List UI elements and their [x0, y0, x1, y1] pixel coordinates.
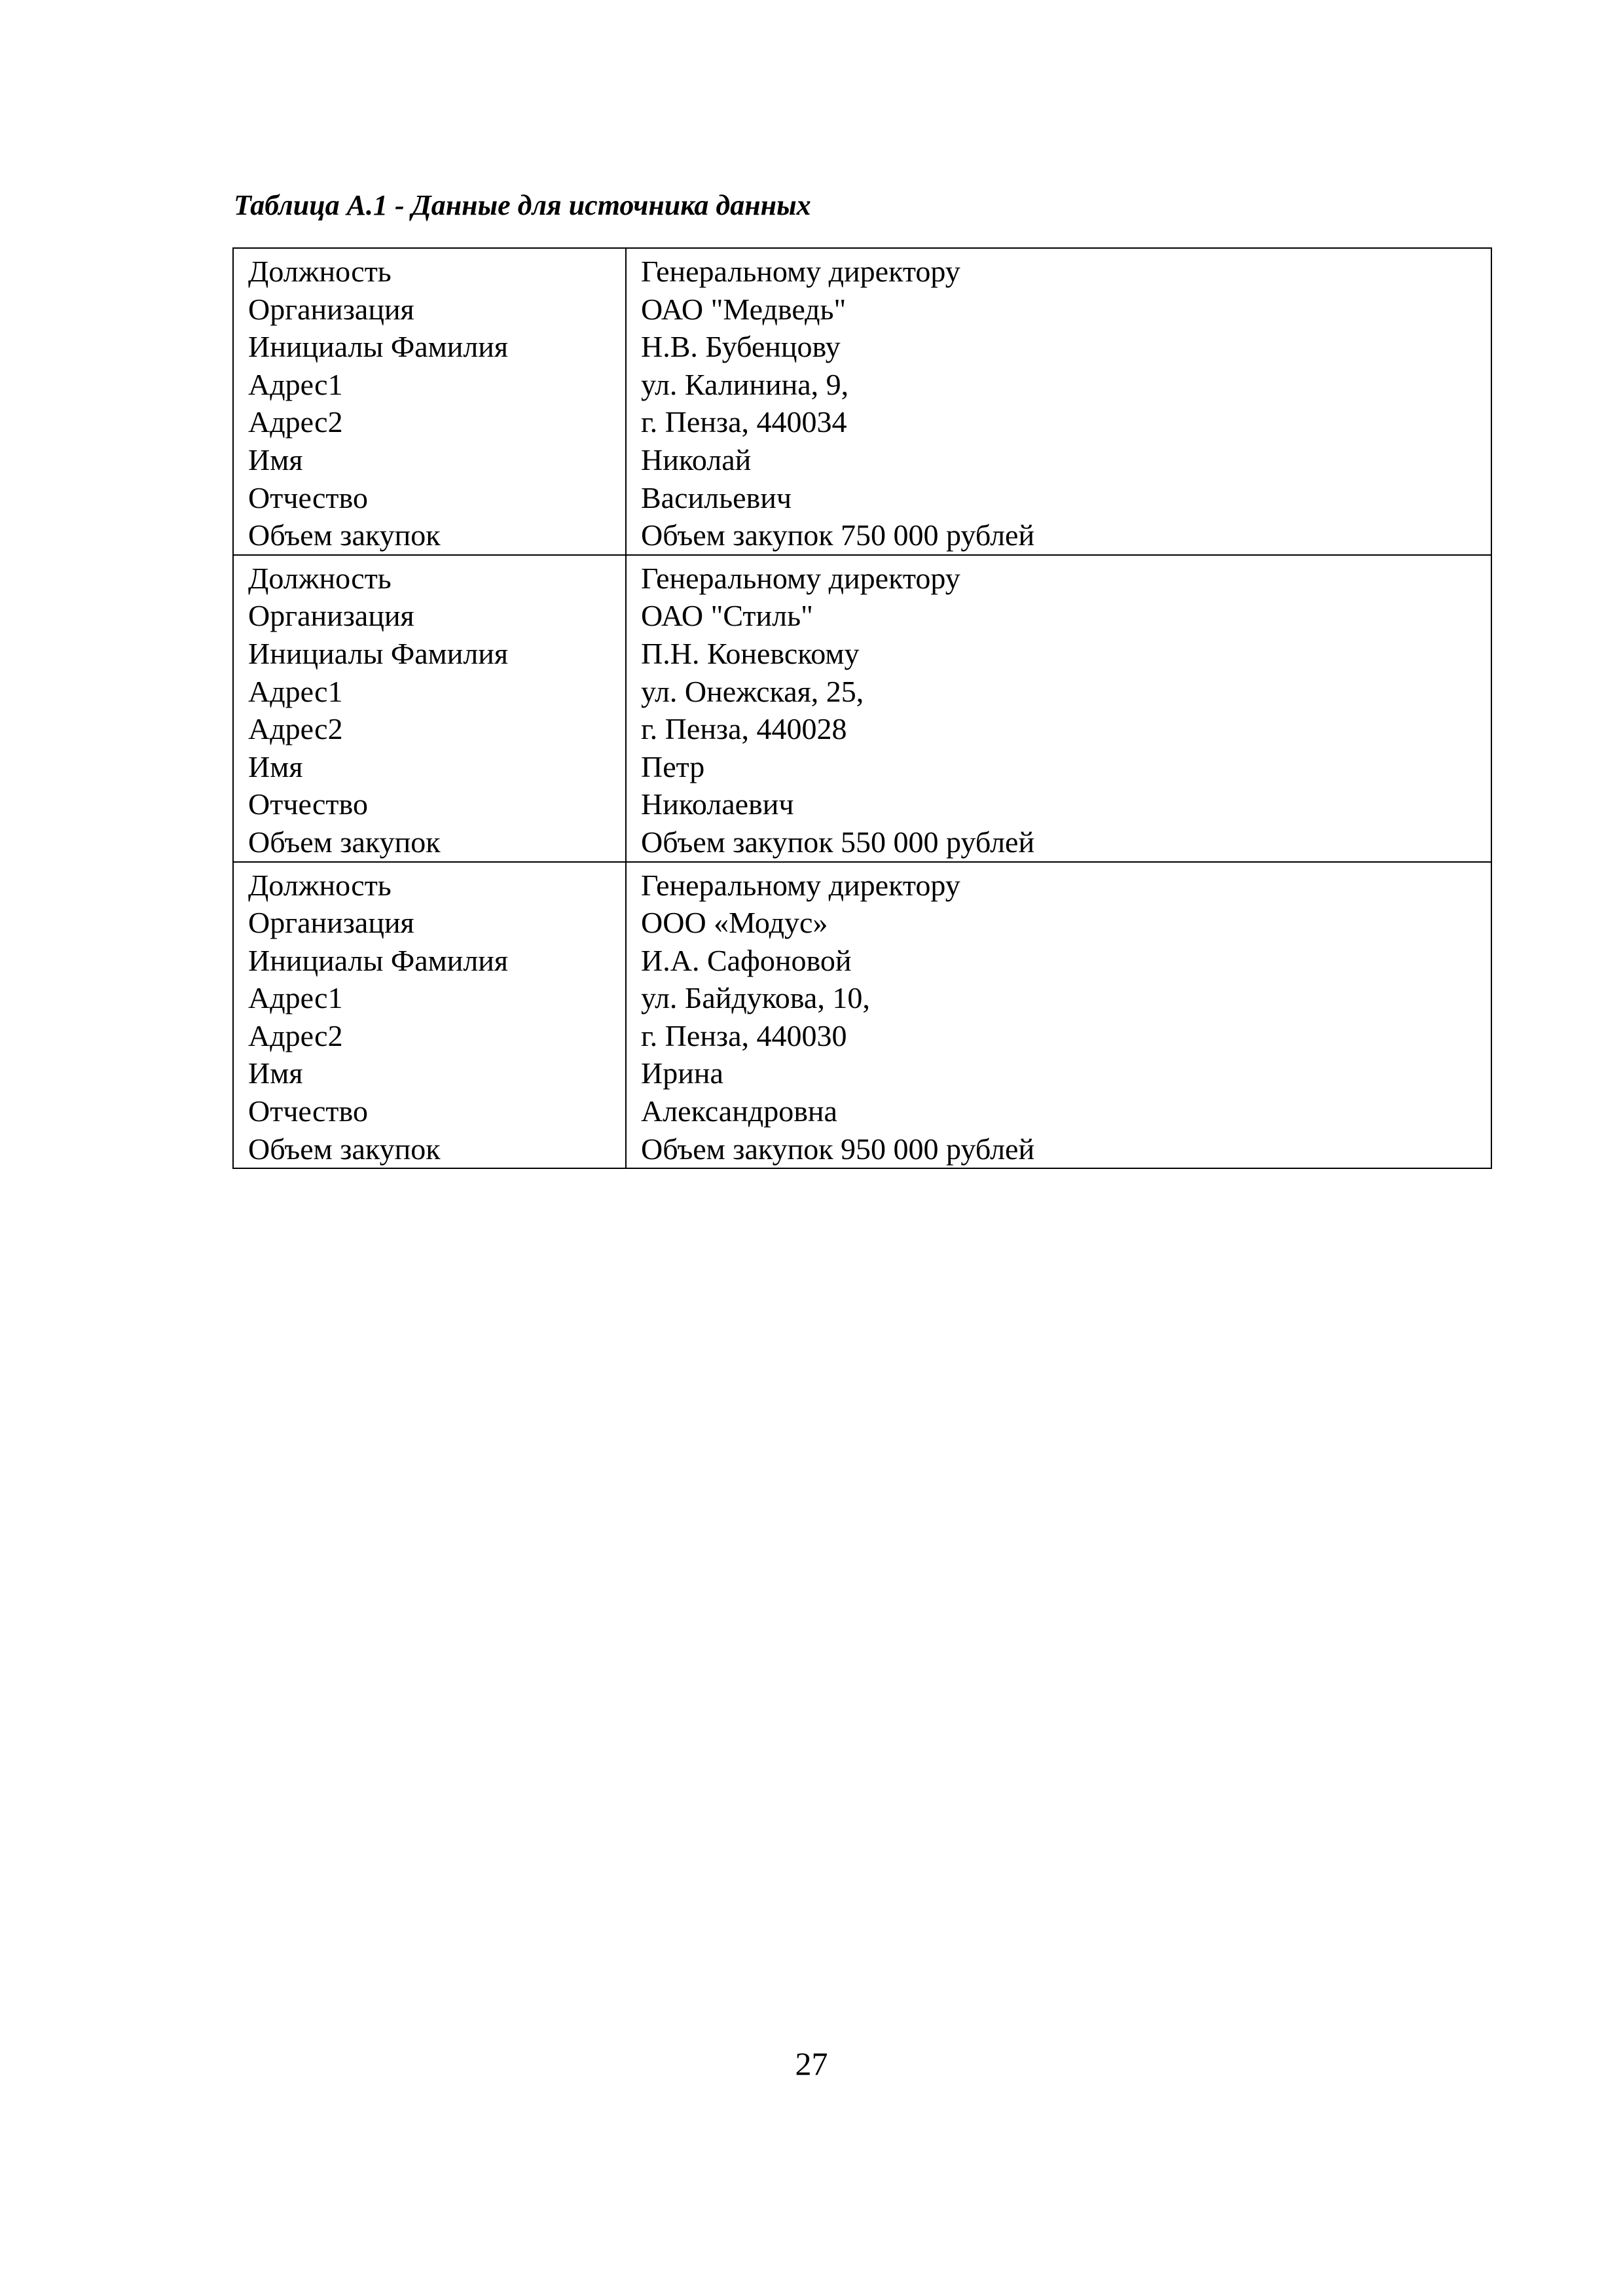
- field-value: П.Н. Коневскому: [641, 636, 860, 670]
- field-label: Объем закупок: [248, 825, 441, 859]
- field-label: Инициалы Фамилия: [248, 636, 509, 670]
- field-label: Имя: [248, 749, 303, 783]
- field-label: Инициалы Фамилия: [248, 943, 509, 977]
- field-value: Александровна: [641, 1094, 837, 1128]
- field-value: Генеральному директору: [641, 868, 960, 902]
- field-label: Отчество: [248, 1094, 368, 1128]
- field-label: Инициалы Фамилия: [248, 330, 509, 364]
- page-number: 27: [795, 2045, 828, 2082]
- field-label: Отчество: [248, 787, 368, 821]
- field-value: И.А. Сафоновой: [641, 943, 852, 977]
- field-value: ООО «Модус»: [641, 906, 828, 940]
- field-value: г. Пенза, 440030: [641, 1018, 847, 1052]
- field-label: Объем закупок: [248, 1132, 441, 1166]
- table-row: [233, 555, 1491, 862]
- field-label: Отчество: [248, 480, 368, 514]
- field-value: Генеральному директору: [641, 255, 960, 288]
- field-values-cell: [626, 248, 1491, 555]
- field-value: Ирина: [641, 1056, 723, 1090]
- table-row: [233, 248, 1491, 555]
- field-value: г. Пенза, 440034: [641, 405, 847, 439]
- field-label: Организация: [248, 292, 414, 326]
- field-value: Николаевич: [641, 787, 794, 821]
- field-values-cell: [626, 862, 1491, 1169]
- field-label: Имя: [248, 442, 303, 476]
- field-label: Адрес1: [248, 674, 343, 708]
- field-value: Петр: [641, 749, 705, 783]
- field-value: Н.В. Бубенцову: [641, 330, 841, 364]
- field-label: Должность: [248, 255, 392, 288]
- field-label: Должность: [248, 868, 392, 902]
- field-value: Объем закупок 750 000 рублей: [641, 518, 1035, 552]
- field-labels-cell: [233, 248, 626, 555]
- field-value: г. Пенза, 440028: [641, 712, 847, 746]
- field-value: ОАО "Стиль": [641, 599, 813, 633]
- field-value: ул. Калинина, 9,: [641, 367, 849, 401]
- field-label: Должность: [248, 561, 392, 595]
- field-label: Объем закупок: [248, 518, 441, 552]
- field-value: ул. Байдукова, 10,: [641, 981, 870, 1015]
- field-value: Васильевич: [641, 480, 792, 514]
- field-values-cell: [626, 555, 1491, 862]
- field-value: Объем закупок 950 000 рублей: [641, 1132, 1035, 1166]
- field-label: Адрес2: [248, 712, 343, 746]
- table-row: [233, 862, 1491, 1169]
- field-label: Адрес2: [248, 405, 343, 439]
- table-caption: Таблица А.1 - Данные для источника данных: [234, 189, 811, 221]
- field-label: Организация: [248, 599, 414, 633]
- data-source-table: [232, 247, 1492, 1169]
- field-labels-cell: [233, 555, 626, 862]
- field-value: ул. Онежская, 25,: [641, 674, 864, 708]
- field-value: ОАО "Медведь": [641, 292, 847, 326]
- field-label: Организация: [248, 906, 414, 940]
- field-labels-cell: [233, 862, 626, 1169]
- field-value: Николай: [641, 442, 752, 476]
- field-value: Генеральному директору: [641, 561, 960, 595]
- field-label: Адрес2: [248, 1018, 343, 1052]
- field-label: Имя: [248, 1056, 303, 1090]
- field-value: Объем закупок 550 000 рублей: [641, 825, 1035, 859]
- field-label: Адрес1: [248, 367, 343, 401]
- field-label: Адрес1: [248, 981, 343, 1015]
